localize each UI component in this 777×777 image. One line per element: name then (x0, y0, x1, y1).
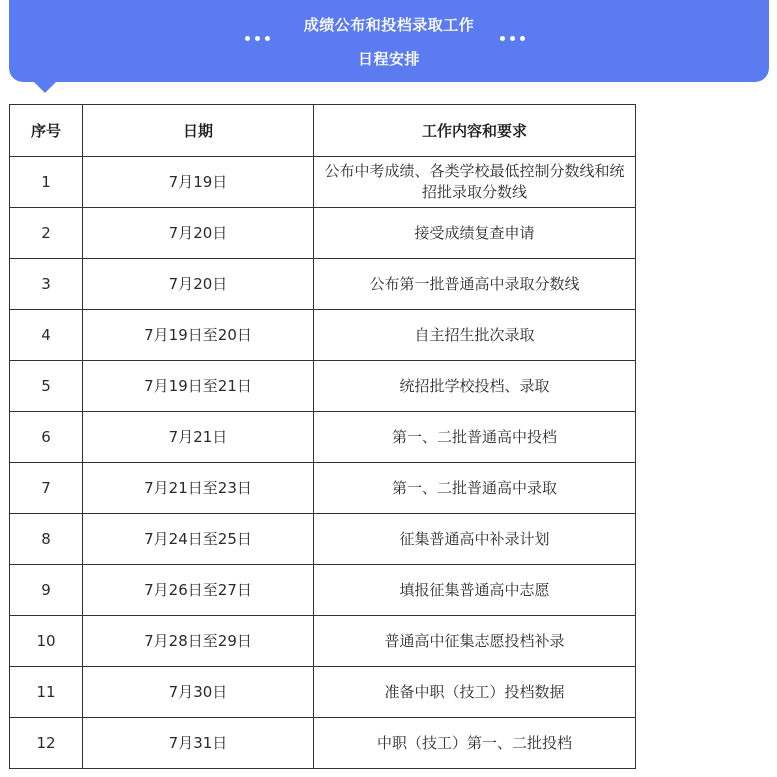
cell-date: 7月30日 (83, 667, 314, 718)
cell-task: 中职（技工）第一、二批投档 (314, 718, 636, 769)
table-row (10, 463, 636, 514)
cell-task: 公布中考成绩、各类学校最低控制分数线和统招批录取分数线 (314, 157, 636, 208)
table-row (10, 259, 636, 310)
column-header-seq: 序号 (10, 105, 83, 157)
cell-task: 普通高中征集志愿投档补录 (314, 616, 636, 667)
banner-title: 成绩公布和投档录取工作 (303, 16, 475, 34)
table-row (10, 208, 636, 259)
cell-date: 7月24日至25日 (83, 514, 314, 565)
cell-date: 7月26日至27日 (83, 565, 314, 616)
cell-task: 接受成绩复查申请 (314, 208, 636, 259)
cell-seq: 9 (10, 565, 83, 616)
dot (520, 36, 525, 41)
schedule-table (9, 104, 636, 769)
cell-date: 7月19日至20日 (83, 310, 314, 361)
cell-task: 准备中职（技工）投档数据 (314, 667, 636, 718)
cell-date: 7月19日至21日 (83, 361, 314, 412)
banner-pointer (32, 80, 58, 93)
table-row (10, 565, 636, 616)
table-row (10, 616, 636, 667)
cell-seq: 12 (10, 718, 83, 769)
table-row (10, 157, 636, 208)
cell-date: 7月19日 (83, 157, 314, 208)
table-row (10, 718, 636, 769)
dot (255, 36, 260, 41)
cell-seq: 4 (10, 310, 83, 361)
cell-date: 7月21日至23日 (83, 463, 314, 514)
cell-task: 征集普通高中补录计划 (314, 514, 636, 565)
cell-seq: 3 (10, 259, 83, 310)
cell-date: 7月20日 (83, 208, 314, 259)
cell-seq: 7 (10, 463, 83, 514)
cell-date: 7月31日 (83, 718, 314, 769)
cell-task: 第一、二批普通高中投档 (314, 412, 636, 463)
cell-seq: 5 (10, 361, 83, 412)
banner-subtitle: 日程安排 (357, 50, 420, 68)
header-banner (9, 0, 769, 82)
dot (510, 36, 515, 41)
table-row (10, 412, 636, 463)
cell-seq: 6 (10, 412, 83, 463)
cell-seq: 1 (10, 157, 83, 208)
cell-date: 7月21日 (83, 412, 314, 463)
cell-task: 第一、二批普通高中录取 (314, 463, 636, 514)
cell-seq: 8 (10, 514, 83, 565)
table-row (10, 667, 636, 718)
table-header-row (10, 105, 636, 157)
cell-seq: 10 (10, 616, 83, 667)
table-row (10, 361, 636, 412)
column-header-date: 日期 (83, 105, 314, 157)
cell-task: 公布第一批普通高中录取分数线 (314, 259, 636, 310)
dot (245, 36, 250, 41)
column-header-task: 工作内容和要求 (314, 105, 636, 157)
cell-task: 填报征集普通高中志愿 (314, 565, 636, 616)
dot (500, 36, 505, 41)
cell-date: 7月28日至29日 (83, 616, 314, 667)
cell-task: 自主招生批次录取 (314, 310, 636, 361)
cell-date: 7月20日 (83, 259, 314, 310)
decorative-dots-left (245, 36, 270, 41)
cell-seq: 11 (10, 667, 83, 718)
table-row (10, 310, 636, 361)
decorative-dots-right (500, 36, 525, 41)
cell-seq: 2 (10, 208, 83, 259)
cell-task: 统招批学校投档、录取 (314, 361, 636, 412)
dot (265, 36, 270, 41)
table-row (10, 514, 636, 565)
